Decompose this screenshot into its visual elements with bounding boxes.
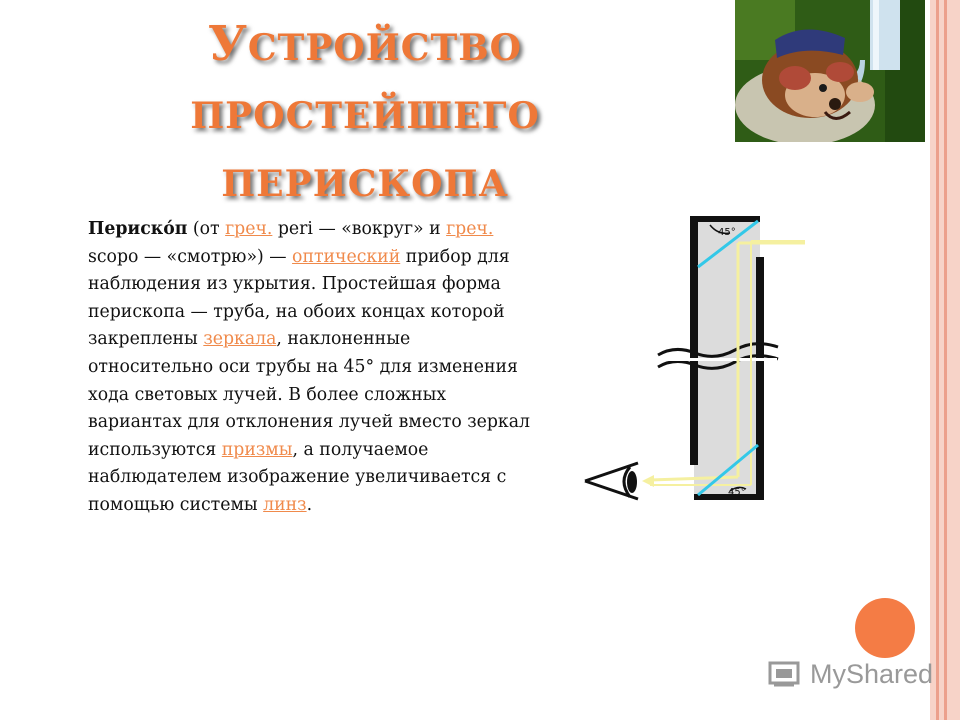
angle-label-bottom: 45° (728, 487, 746, 498)
link-mirrors[interactable]: зеркала (203, 329, 277, 350)
presentation-icon (768, 659, 804, 689)
title-line-3: ПЕРИСКОПА (221, 163, 509, 205)
link-greek-2[interactable]: греч. (446, 219, 494, 239)
decorative-border (930, 0, 960, 720)
watermark-logo (768, 654, 933, 694)
border-stripe (936, 0, 939, 720)
link-optical[interactable]: оптический (292, 246, 401, 267)
link-greek-1[interactable]: греч. (225, 219, 273, 239)
term: Периско́п (88, 219, 188, 239)
angle-label-top: 45° (718, 227, 736, 238)
decorative-circle (855, 598, 915, 658)
link-lenses[interactable]: линз (263, 494, 307, 515)
periscope-diagram (570, 205, 810, 514)
cartoon-image (735, 0, 925, 142)
title-line-2: ПРОСТЕЙШЕГО (190, 95, 540, 137)
periscope-description: Периско́п (от греч. peri — «вокруг» и греч. scopo — «смотрю») — оптический прибор для наблюдения из укрытия. Простейшая форма перископа — труба, на обоих концах которой закреплены зеркала, наклоненные относительно оси трубы на 45° для изменения хода световых лучей. В более сложных вариантах для отклонения лучей вместо зеркал используются призмы, а получаемое наблюдателем изображение увеличивается с помощью системы линз. (88, 219, 531, 515)
slide-title (150, 10, 580, 218)
link-prisms[interactable]: призмы (221, 439, 293, 460)
title-line-1: УСТРОЙСТВО (207, 16, 523, 72)
brand-name: MyShared (810, 658, 934, 689)
border-stripe (944, 0, 947, 720)
